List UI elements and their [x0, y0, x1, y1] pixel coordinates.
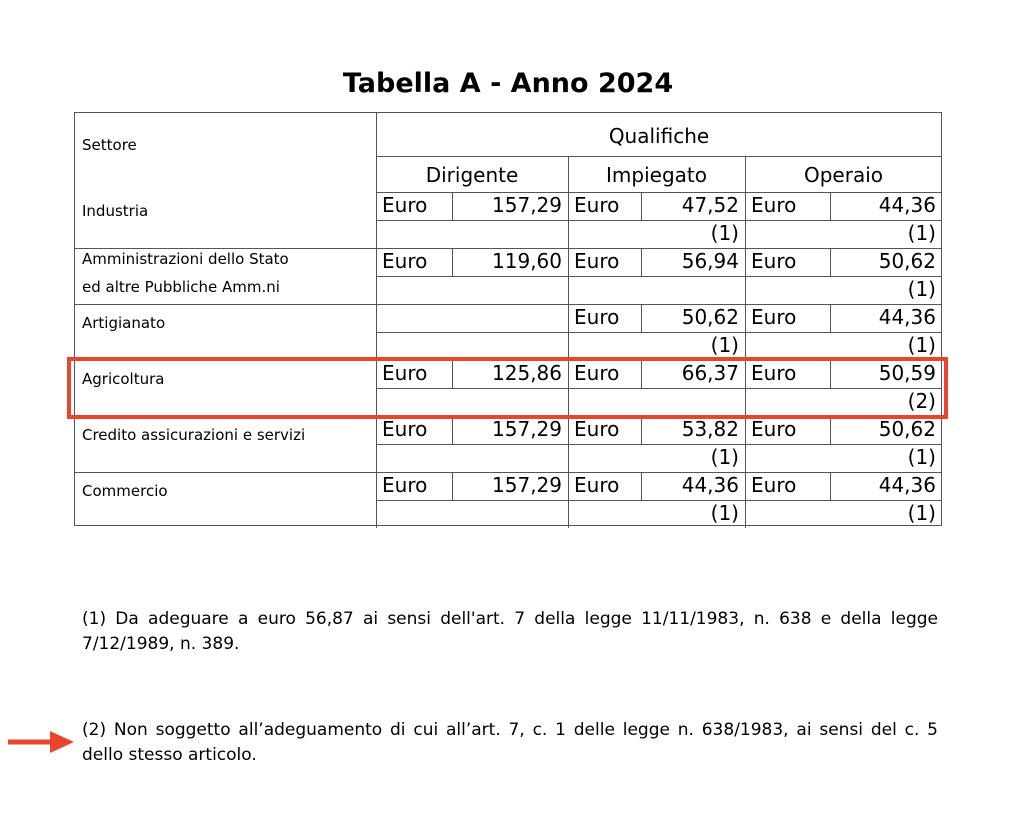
footnote-ref: (1) — [710, 333, 739, 357]
footnote-ref: (1) — [710, 501, 739, 525]
amount-value: 50,62 — [878, 417, 936, 441]
footnote-ref: (1) — [710, 445, 739, 469]
column-header-dirigente: Dirigente — [425, 163, 519, 187]
currency-label: Euro — [574, 193, 620, 217]
column-header-impiegato: Impiegato — [606, 163, 707, 187]
amount-value: 44,36 — [681, 473, 739, 497]
currency-label: Euro — [574, 305, 620, 329]
amount-value: 56,94 — [681, 249, 739, 273]
highlight-rectangle — [67, 357, 948, 419]
sector-label: Amministrazioni dello Stato — [82, 250, 289, 268]
currency-label: Euro — [751, 361, 797, 385]
currency-label: Euro — [382, 249, 428, 273]
arrow-right-icon — [8, 727, 74, 757]
currency-label: Euro — [382, 193, 428, 217]
amount-value: 44,36 — [878, 473, 936, 497]
currency-label: Euro — [751, 473, 797, 497]
amount-value: 44,36 — [878, 193, 936, 217]
currency-label: Euro — [751, 305, 797, 329]
amount-value: 50,62 — [681, 305, 739, 329]
sector-label: Industria — [82, 202, 149, 220]
currency-label: Euro — [382, 417, 428, 441]
row-separator — [74, 304, 942, 305]
amount-value: 119,60 — [492, 249, 562, 273]
footnote-1: (1) Da adeguare a euro 56,87 ai sensi dell'art. 7 della legge 11/11/1983, n. 638 e della legge 7/12/1989, n. 389. — [82, 609, 938, 654]
currency-label: Euro — [574, 417, 620, 441]
footnote-ref: (1) — [907, 221, 936, 245]
amount-value: 66,37 — [681, 361, 739, 385]
group-header: Qualifiche — [608, 124, 710, 148]
currency-label: Euro — [751, 249, 797, 273]
amount-value: 44,36 — [878, 305, 936, 329]
amount-value: 157,29 — [492, 473, 562, 497]
amount-value: 157,29 — [492, 193, 562, 217]
column-header-operaio: Operaio — [803, 163, 883, 187]
currency-label: Euro — [751, 193, 797, 217]
amount-value: 53,82 — [681, 417, 739, 441]
footnote-ref: (1) — [907, 277, 936, 301]
currency-label: Euro — [574, 249, 620, 273]
sector-header: Settore — [82, 136, 137, 154]
currency-label: Euro — [574, 473, 620, 497]
footnote-ref: (1) — [710, 221, 739, 245]
footnote-ref: (1) — [907, 445, 936, 469]
amount-value: 157,29 — [492, 417, 562, 441]
currency-label: Euro — [574, 361, 620, 385]
footnote-ref: (1) — [907, 501, 936, 525]
currency-label: Euro — [382, 473, 428, 497]
amount-value: 50,62 — [878, 249, 936, 273]
sector-label: Artigianato — [82, 314, 166, 332]
sector-label: ed altre Pubbliche Amm.ni — [82, 278, 280, 296]
amount-value: 47,52 — [681, 193, 739, 217]
footnote-ref: (1) — [907, 333, 936, 357]
currency-label: Euro — [382, 361, 428, 385]
page-title: Tabella A - Anno 2024 — [342, 68, 674, 99]
amount-value: 125,86 — [492, 361, 562, 385]
grid-line — [376, 156, 942, 157]
sector-label: Credito assicurazioni e servizi — [82, 426, 306, 444]
sector-label: Agricoltura — [82, 370, 165, 388]
footnote-ref: (2) — [907, 389, 936, 413]
amount-value: 50,59 — [878, 361, 936, 385]
sector-label: Commercio — [82, 482, 168, 500]
currency-label: Euro — [751, 417, 797, 441]
footnote-2: (2) Non soggetto all’adeguamento di cui all’art. 7, c. 1 delle legge n. 638/1983, ai sensi del c. 5 dello stesso articolo. — [82, 720, 938, 765]
